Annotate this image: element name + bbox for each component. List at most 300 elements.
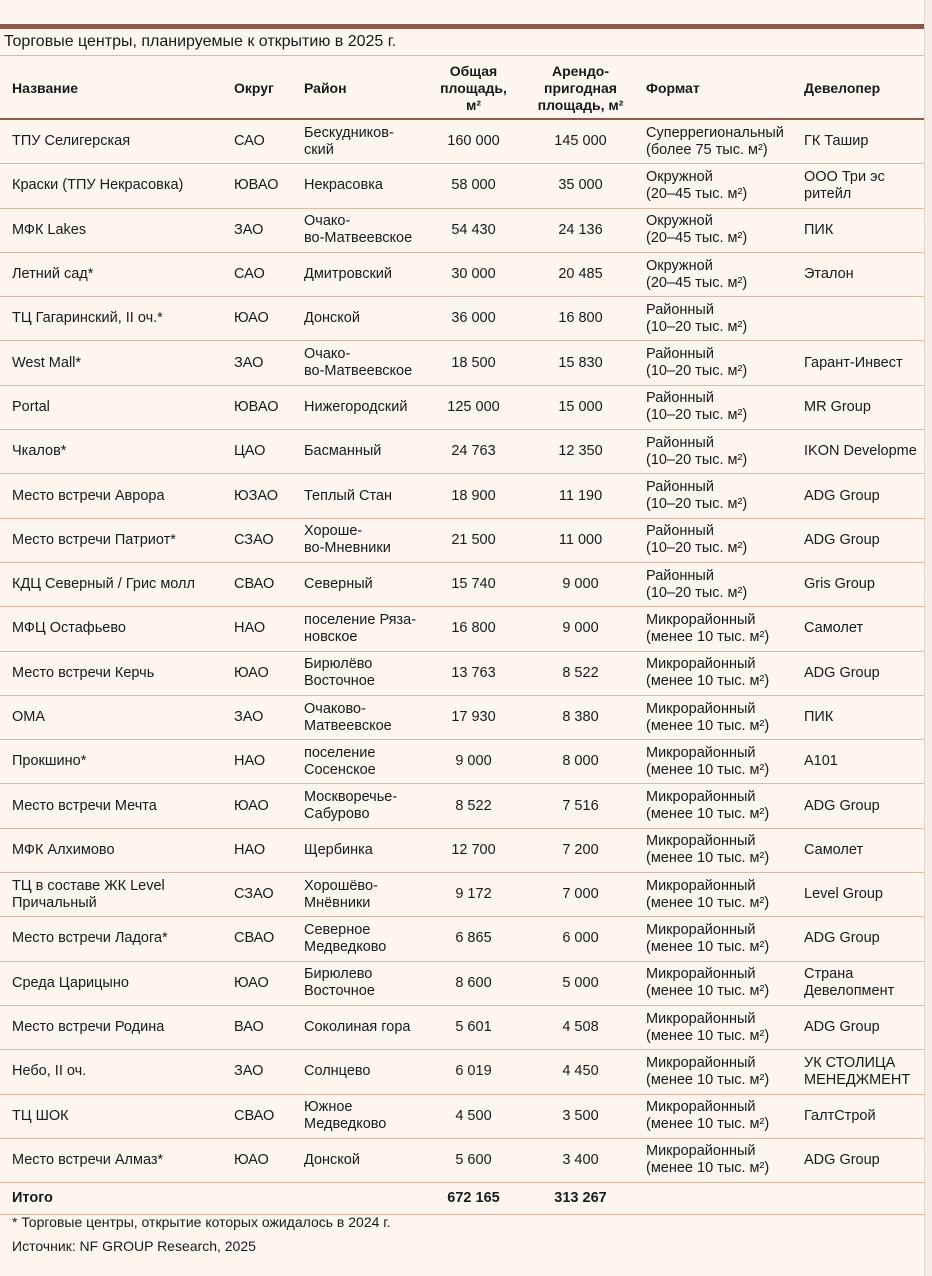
cell-rent-area: 11 000 (527, 518, 634, 562)
cell-developer-line: ПИК (804, 709, 834, 725)
cell-format (634, 1138, 794, 1182)
cell-name: Среда Царицыно (0, 961, 222, 1005)
cell-format-line: (менее 10 тыс. м²) (646, 1071, 770, 1088)
cell-rayon-line: Восточное (304, 983, 375, 1000)
footnote: * Торговые центры, открытие которых ожидалось в 2024 г. (12, 1214, 391, 1230)
header-rayon: Район (292, 58, 420, 119)
total-format-empty (634, 1183, 794, 1215)
cell-rayon (292, 873, 420, 917)
cell-developer-line: Страна (804, 966, 854, 983)
table-row (0, 607, 924, 651)
cell-rent-area: 5 000 (527, 961, 634, 1005)
cell-name-line: ТЦ в составе ЖК Level (12, 877, 165, 894)
cell-rayon (292, 119, 420, 164)
cell-rayon (292, 341, 420, 385)
cell-format-line: Микрорайонный (646, 611, 756, 628)
table-body (0, 119, 924, 1183)
cell-format-line: Микрорайонный (646, 1054, 756, 1071)
table-row (0, 828, 924, 872)
cell-name: Чкалов* (0, 430, 222, 474)
table-row (0, 1138, 924, 1182)
table-row (0, 961, 924, 1005)
cell-format-line: Микрорайонный (646, 789, 756, 806)
cell-developer (794, 740, 924, 784)
cell-rayon-line: новское (304, 628, 358, 645)
total-rayon-empty (292, 1183, 420, 1215)
cell-developer (794, 784, 924, 828)
cell-total-area: 54 430 (420, 208, 527, 252)
cell-rayon (292, 917, 420, 961)
cell-format-line: Микрорайонный (646, 877, 756, 894)
cell-format-line: Районный (646, 479, 714, 496)
cell-okrug: ЗАО (222, 341, 292, 385)
table-row (0, 252, 924, 296)
cell-rent-area: 15 000 (527, 385, 634, 429)
total-row (0, 1183, 924, 1215)
cell-total-area: 6 865 (420, 917, 527, 961)
cell-format-line: (менее 10 тыс. м²) (646, 806, 770, 823)
total-dev-empty (794, 1183, 924, 1215)
cell-format-line: (10–20 тыс. м²) (646, 318, 748, 335)
cell-rent-area: 16 800 (527, 297, 634, 341)
cell-developer (794, 430, 924, 474)
header-rent-area-line: Арендо- (551, 62, 609, 79)
cell-developer-line: Самолет (804, 841, 864, 858)
cell-rayon (292, 164, 420, 208)
table-row (0, 695, 924, 739)
cell-rayon (292, 474, 420, 518)
table-row (0, 784, 924, 828)
cell-okrug: НАО (222, 740, 292, 784)
cell-rent-area: 7 000 (527, 873, 634, 917)
cell-format-line: (менее 10 тыс. м²) (646, 983, 770, 1000)
cell-rent-area: 8 522 (527, 651, 634, 695)
cell-total-area: 125 000 (420, 385, 527, 429)
cell-rayon-line: Северный (304, 576, 373, 593)
cell-format-line: (10–20 тыс. м²) (646, 407, 748, 424)
cell-format (634, 164, 794, 208)
cell-okrug: СВАО (222, 917, 292, 961)
table-row (0, 297, 924, 341)
cell-total-area: 8 600 (420, 961, 527, 1005)
cell-total-area: 9 172 (420, 873, 527, 917)
cell-developer-line: ритейл (804, 185, 852, 202)
header-rent-area (527, 58, 634, 119)
cell-name: West Mall* (0, 341, 222, 385)
cell-rayon-line: Сабурово (304, 806, 370, 823)
cell-rayon-line: поселение (304, 744, 376, 761)
cell-rayon (292, 961, 420, 1005)
header-total-area-line: м² (465, 96, 482, 113)
cell-rent-area: 8 380 (527, 695, 634, 739)
cell-format (634, 740, 794, 784)
cell-rayon (292, 562, 420, 606)
cell-rent-area: 12 350 (527, 430, 634, 474)
cell-name: ТПУ Селигерская (0, 119, 222, 164)
cell-name: ТЦ ШОК (0, 1094, 222, 1138)
cell-total-area: 9 000 (420, 740, 527, 784)
cell-format-line: (менее 10 тыс. м²) (646, 1027, 770, 1044)
cell-okrug: НАО (222, 828, 292, 872)
cell-okrug: САО (222, 119, 292, 164)
cell-total-area: 12 700 (420, 828, 527, 872)
cell-format-line: (10–20 тыс. м²) (646, 363, 748, 380)
total-area-sum: 672 165 (420, 1183, 527, 1215)
cell-rent-area: 7 516 (527, 784, 634, 828)
cell-rent-area: 15 830 (527, 341, 634, 385)
cell-developer-line: ADG Group (804, 797, 880, 814)
cell-name: Место встречи Патриот* (0, 518, 222, 562)
cell-name: Место встречи Алмаз* (0, 1138, 222, 1182)
cell-rayon-line: Нижегородский (304, 398, 408, 415)
cell-name: МФЦ Остафьево (0, 607, 222, 651)
cell-total-area: 30 000 (420, 252, 527, 296)
cell-format (634, 961, 794, 1005)
table-row (0, 917, 924, 961)
cell-developer (794, 297, 924, 341)
cell-total-area: 6 019 (420, 1050, 527, 1094)
cell-format (634, 474, 794, 518)
cell-format-line: (10–20 тыс. м²) (646, 451, 748, 468)
cell-developer-line: Гарант-Инвест (804, 354, 903, 371)
cell-format-line: Окружной (646, 213, 713, 230)
total-okrug-empty (222, 1183, 292, 1215)
cell-developer (794, 1138, 924, 1182)
cell-developer-line: ООО Три эс (804, 168, 885, 185)
cell-okrug: ЮВАО (222, 164, 292, 208)
cell-developer-line: Level Group (804, 886, 883, 903)
cell-developer (794, 917, 924, 961)
cell-developer-line: Девелопмент (804, 983, 895, 1000)
cell-developer-line: ADG Group (804, 487, 880, 504)
cell-developer-line: Эталон (804, 266, 854, 283)
cell-okrug: СВАО (222, 1094, 292, 1138)
header-name: Название (0, 58, 222, 119)
cell-okrug: ЦАО (222, 430, 292, 474)
cell-okrug: ЮАО (222, 1138, 292, 1182)
header-total-area-line: Общая (449, 62, 498, 79)
cell-rayon (292, 1050, 420, 1094)
cell-rent-area: 4 508 (527, 1005, 634, 1049)
cell-developer-line: УК СТОЛИЦА (804, 1054, 896, 1071)
table-row (0, 1050, 924, 1094)
cell-rayon-line: Медведково (304, 938, 387, 955)
cell-name: МФК Алхимово (0, 828, 222, 872)
cell-rayon (292, 695, 420, 739)
table-row (0, 1094, 924, 1138)
cell-format-line: Микрорайонный (646, 1143, 756, 1160)
cell-rayon-line: ский (304, 141, 334, 158)
table-row (0, 740, 924, 784)
cell-developer (794, 341, 924, 385)
cell-okrug: ЮАО (222, 297, 292, 341)
cell-developer-line: ГалтСтрой (804, 1107, 876, 1124)
cell-developer-line: ГК Ташир (804, 133, 869, 150)
cell-rent-area: 4 450 (527, 1050, 634, 1094)
cell-format (634, 252, 794, 296)
cell-okrug: ЮЗАО (222, 474, 292, 518)
cell-rayon (292, 784, 420, 828)
header-developer: Девелопер (794, 58, 924, 119)
cell-total-area: 18 900 (420, 474, 527, 518)
cell-format-line: (менее 10 тыс. м²) (646, 1116, 770, 1133)
cell-okrug: ВАО (222, 1005, 292, 1049)
cell-developer-line: Gris Group (804, 576, 875, 593)
cell-format (634, 297, 794, 341)
cell-format (634, 518, 794, 562)
header-rent-area-line: пригодная (544, 79, 617, 96)
cell-total-area: 4 500 (420, 1094, 527, 1138)
cell-developer-line: ADG Group (804, 930, 880, 947)
cell-developer (794, 828, 924, 872)
cell-developer (794, 562, 924, 606)
cell-name: Небо, II оч. (0, 1050, 222, 1094)
table-row (0, 208, 924, 252)
cell-format (634, 119, 794, 164)
cell-rayon-line: Хороше- (304, 523, 363, 540)
cell-format-line: Районный (646, 567, 714, 584)
cell-rent-area: 6 000 (527, 917, 634, 961)
cell-developer (794, 961, 924, 1005)
header-total-area (420, 58, 527, 119)
cell-format-line: Районный (646, 434, 714, 451)
cell-total-area: 13 763 (420, 651, 527, 695)
cell-total-area: 24 763 (420, 430, 527, 474)
cell-rayon (292, 518, 420, 562)
cell-rayon-line: Бескудников- (304, 124, 394, 141)
cell-developer-line: ADG Group (804, 664, 880, 681)
cell-name: Место встречи Аврора (0, 474, 222, 518)
cell-format-line: Суперрегиональный (646, 124, 784, 141)
cell-format-line: (20–45 тыс. м²) (646, 230, 748, 247)
cell-format (634, 695, 794, 739)
cell-rayon (292, 430, 420, 474)
cell-rayon-line: Матвеевское (304, 717, 392, 734)
shopping-centers-table (0, 58, 924, 1215)
cell-format (634, 784, 794, 828)
cell-okrug: СЗАО (222, 518, 292, 562)
cell-format (634, 208, 794, 252)
cell-format-line: Окружной (646, 257, 713, 274)
cell-developer-line: МЕНЕДЖМЕНТ (804, 1071, 911, 1088)
cell-rent-area: 35 000 (527, 164, 634, 208)
table-row (0, 385, 924, 429)
header-okrug: Округ (222, 58, 292, 119)
cell-rent-area: 3 400 (527, 1138, 634, 1182)
cell-okrug: ЗАО (222, 1050, 292, 1094)
table-row (0, 474, 924, 518)
cell-name: ОМА (0, 695, 222, 739)
cell-total-area: 16 800 (420, 607, 527, 651)
cell-format-line: (10–20 тыс. м²) (646, 540, 748, 557)
cell-developer-line: ADG Group (804, 1019, 880, 1036)
cell-total-area: 5 601 (420, 1005, 527, 1049)
cell-format (634, 917, 794, 961)
cell-rayon-line: Москворечье- (304, 789, 398, 806)
cell-name: Место встречи Керчь (0, 651, 222, 695)
table-row (0, 1005, 924, 1049)
cell-format-line: Микрорайонный (646, 700, 756, 717)
table-row (0, 518, 924, 562)
cell-rent-area: 24 136 (527, 208, 634, 252)
cell-rayon-line: Очако- (304, 346, 351, 363)
cell-rayon-line: Южное (304, 1099, 353, 1116)
cell-name: КДЦ Северный / Грис молл (0, 562, 222, 606)
cell-developer (794, 651, 924, 695)
cell-developer (794, 1005, 924, 1049)
cell-name: Краски (ТПУ Некрасовка) (0, 164, 222, 208)
cell-name: Место встречи Ладога* (0, 917, 222, 961)
cell-name: МФК Lakes (0, 208, 222, 252)
cell-developer-line: IKON Developme (804, 443, 917, 460)
cell-format-line: (менее 10 тыс. м²) (646, 850, 770, 867)
cell-rayon-line: Басманный (304, 443, 382, 460)
right-edge-strip (924, 0, 932, 1276)
cell-rent-area: 9 000 (527, 562, 634, 606)
cell-total-area: 15 740 (420, 562, 527, 606)
cell-rayon (292, 740, 420, 784)
cell-format (634, 607, 794, 651)
cell-rayon-line: Очаково- (304, 700, 366, 717)
cell-rayon (292, 385, 420, 429)
cell-okrug: СЗАО (222, 873, 292, 917)
cell-rayon (292, 1138, 420, 1182)
cell-format-line: (менее 10 тыс. м²) (646, 628, 770, 645)
cell-rayon (292, 651, 420, 695)
cell-rayon-line: Некрасовка (304, 177, 383, 194)
cell-okrug: ЮВАО (222, 385, 292, 429)
cell-format-line: (менее 10 тыс. м²) (646, 938, 770, 955)
cell-rayon-line: Бирюлёво (304, 656, 373, 673)
cell-name: Место встречи Родина (0, 1005, 222, 1049)
cell-format (634, 828, 794, 872)
cell-developer (794, 164, 924, 208)
cell-format (634, 1050, 794, 1094)
cell-format-line: (более 75 тыс. м²) (646, 141, 768, 158)
cell-developer-line: Самолет (804, 620, 864, 637)
cell-okrug: ЮАО (222, 651, 292, 695)
cell-rayon-line: Сосенское (304, 761, 376, 778)
table-row (0, 430, 924, 474)
cell-format (634, 562, 794, 606)
cell-format-line: (менее 10 тыс. м²) (646, 1160, 770, 1177)
table-row (0, 119, 924, 164)
cell-rayon-line: Дмитровский (304, 266, 392, 283)
cell-format (634, 1094, 794, 1138)
cell-rayon-line: Донской (304, 310, 360, 327)
cell-rent-area: 8 000 (527, 740, 634, 784)
cell-format (634, 873, 794, 917)
top-accent-bar (0, 24, 924, 29)
cell-format-line: (менее 10 тыс. м²) (646, 761, 770, 778)
cell-rayon (292, 828, 420, 872)
cell-okrug: ЮАО (222, 784, 292, 828)
cell-okrug: ЮАО (222, 961, 292, 1005)
cell-developer (794, 518, 924, 562)
cell-name-line: Причальный (12, 894, 97, 911)
header-total-area-line: площадь, (440, 79, 507, 96)
cell-format-line: (менее 10 тыс. м²) (646, 894, 770, 911)
table-row (0, 562, 924, 606)
cell-rent-area: 20 485 (527, 252, 634, 296)
cell-developer-line: MR Group (804, 398, 871, 415)
cell-rayon (292, 1094, 420, 1138)
cell-rayon (292, 252, 420, 296)
cell-rayon-line: Хорошёво- (304, 877, 378, 894)
cell-total-area: 8 522 (420, 784, 527, 828)
cell-rayon-line: Теплый Стан (304, 487, 392, 504)
cell-name (0, 873, 222, 917)
cell-rayon-line: Мнёвники (304, 894, 371, 911)
cell-total-area: 36 000 (420, 297, 527, 341)
cell-rayon (292, 208, 420, 252)
cell-rent-area: 9 000 (527, 607, 634, 651)
cell-format-line: Районный (646, 301, 714, 318)
cell-total-area: 5 600 (420, 1138, 527, 1182)
cell-format-line: (менее 10 тыс. м²) (646, 673, 770, 690)
cell-rayon-line: Солнцево (304, 1063, 371, 1080)
cell-rayon (292, 297, 420, 341)
cell-name: Прокшино* (0, 740, 222, 784)
cell-format-line: Районный (646, 523, 714, 540)
cell-total-area: 160 000 (420, 119, 527, 164)
cell-rayon-line: Щербинка (304, 841, 373, 858)
cell-okrug: ЗАО (222, 208, 292, 252)
cell-rayon-line: Соколиная гора (304, 1019, 411, 1036)
cell-total-area: 17 930 (420, 695, 527, 739)
cell-developer-line: ПИК (804, 221, 834, 238)
table-row (0, 651, 924, 695)
cell-format-line: Микрорайонный (646, 921, 756, 938)
title-divider (0, 55, 924, 56)
table-row (0, 164, 924, 208)
cell-rayon-line: Медведково (304, 1116, 387, 1133)
source-line: Источник: NF GROUP Research, 2025 (12, 1238, 256, 1254)
cell-okrug: НАО (222, 607, 292, 651)
cell-developer-line: ADG Group (804, 1151, 880, 1168)
cell-rent-area: 7 200 (527, 828, 634, 872)
cell-format-line: Микрорайонный (646, 1010, 756, 1027)
cell-okrug: ЗАО (222, 695, 292, 739)
cell-rent-area: 3 500 (527, 1094, 634, 1138)
cell-developer (794, 474, 924, 518)
cell-okrug: СВАО (222, 562, 292, 606)
cell-rayon-line: Очако- (304, 213, 351, 230)
cell-name: ТЦ Гагаринский, II оч.* (0, 297, 222, 341)
cell-format-line: (20–45 тыс. м²) (646, 185, 748, 202)
cell-rayon-line: Бирюлево (304, 966, 373, 983)
cell-developer-line: ADG Group (804, 531, 880, 548)
cell-rayon-line: во-Мневники (304, 540, 391, 557)
cell-developer (794, 385, 924, 429)
cell-developer (794, 208, 924, 252)
cell-developer (794, 873, 924, 917)
cell-rayon-line: поселение Ряза- (304, 611, 417, 628)
cell-format-line: (10–20 тыс. м²) (646, 584, 748, 601)
header-row (0, 58, 924, 119)
cell-format (634, 651, 794, 695)
cell-format-line: Микрорайонный (646, 744, 756, 761)
cell-format (634, 341, 794, 385)
cell-rayon-line: Донской (304, 1151, 360, 1168)
cell-format-line: Окружной (646, 168, 713, 185)
total-rent-sum: 313 267 (527, 1183, 634, 1215)
cell-rayon (292, 607, 420, 651)
cell-developer (794, 695, 924, 739)
cell-format-line: Районный (646, 346, 714, 363)
table-row (0, 341, 924, 385)
cell-developer (794, 1050, 924, 1094)
